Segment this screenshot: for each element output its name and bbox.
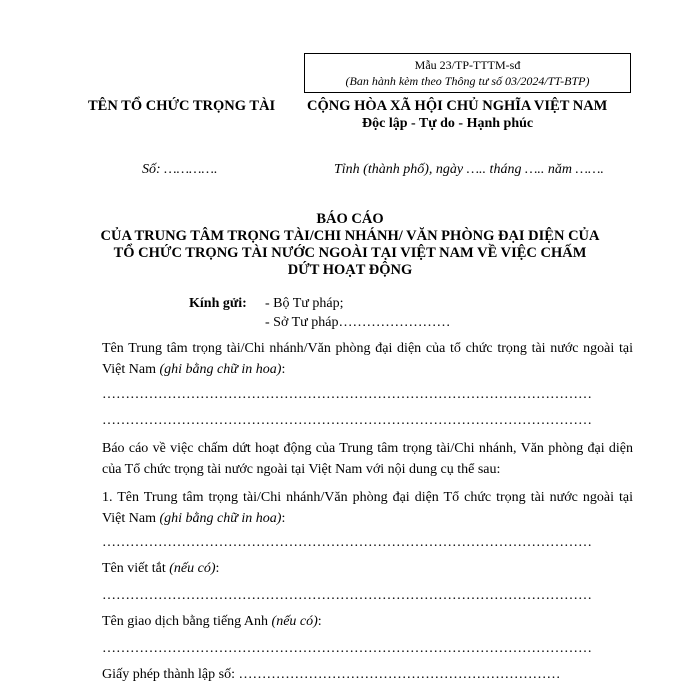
fill-line: …………………………………………………………………………………………… [102,641,592,656]
fill-line: …………………………………………………………………………………………… [102,387,592,402]
fill-line: …………………………………………………………………………………………… [102,588,592,603]
recipient-department: - Sở Tư pháp…………………… [265,315,451,330]
report-subtitle-line-3: DỨT HOẠT ĐỘNG [287,262,413,278]
document-number: Số: …………. [142,162,218,177]
form-code-box [304,53,631,93]
fill-line: …………………………………………………………………………………………… [102,413,592,428]
form-code: Mẫu 23/TP-TTTM-sđ [414,58,521,72]
recipients-label: Kính gửi: [189,296,247,311]
fill-line: …………………………………………………………………………………………… [102,535,592,550]
paragraph-report-intro: Báo cáo về việc chấm dứt hoạt động của Trung tâm trọng tài/Chi nhánh, Văn phòng đại diện của Tổ chức trọng tài nước ngoài tại Việt Nam với nội dung cụ thể sau: [102,441,633,477]
form-issuance-note: (Ban hành kèm theo Thông tư số 03/2024/TT-BTP) [345,74,590,88]
nation-heading: CỘNG HÒA XÃ HỘI CHỦ NGHĨA VIỆT NAM [307,98,608,114]
motto: Độc lập - Tự do - Hạnh phúc [362,116,534,131]
org-name: TÊN TỔ CHỨC TRỌNG TÀI [88,98,276,114]
item-1-name: 1. Tên Trung tâm trọng tài/Chi nhánh/Văn phòng đại diện Tổ chức trọng tài nước ngoài tại Việt Nam (ghi bằng chữ in hoa): [102,490,633,526]
recipient-ministry: - Bộ Tư pháp; [265,296,344,311]
place-date: Tỉnh (thành phố), ngày ….. tháng ….. năm ……. [334,162,604,177]
report-subtitle-line-2: TỔ CHỨC TRỌNG TÀI NƯỚC NGOÀI TẠI VIỆT NAM VỀ VIỆC CHẤM [113,245,587,261]
report-title: BÁO CÁO [316,211,384,227]
license-number-line: Giấy phép thành lập số: …………………………………………………………… [102,667,561,682]
english-name-label: Tên giao dịch bằng tiếng Anh (nếu có): [102,614,322,629]
abbreviation-label: Tên viết tắt (nếu có): [102,561,220,576]
report-subtitle-line-1: CỦA TRUNG TÂM TRỌNG TÀI/CHI NHÁNH/ VĂN PHÒNG ĐẠI DIỆN CỦA [100,228,600,244]
paragraph-center-name: Tên Trung tâm trọng tài/Chi nhánh/Văn phòng đại diện của tổ chức trọng tài nước ngoài tại Việt Nam (ghi bằng chữ in hoa): [102,341,633,377]
